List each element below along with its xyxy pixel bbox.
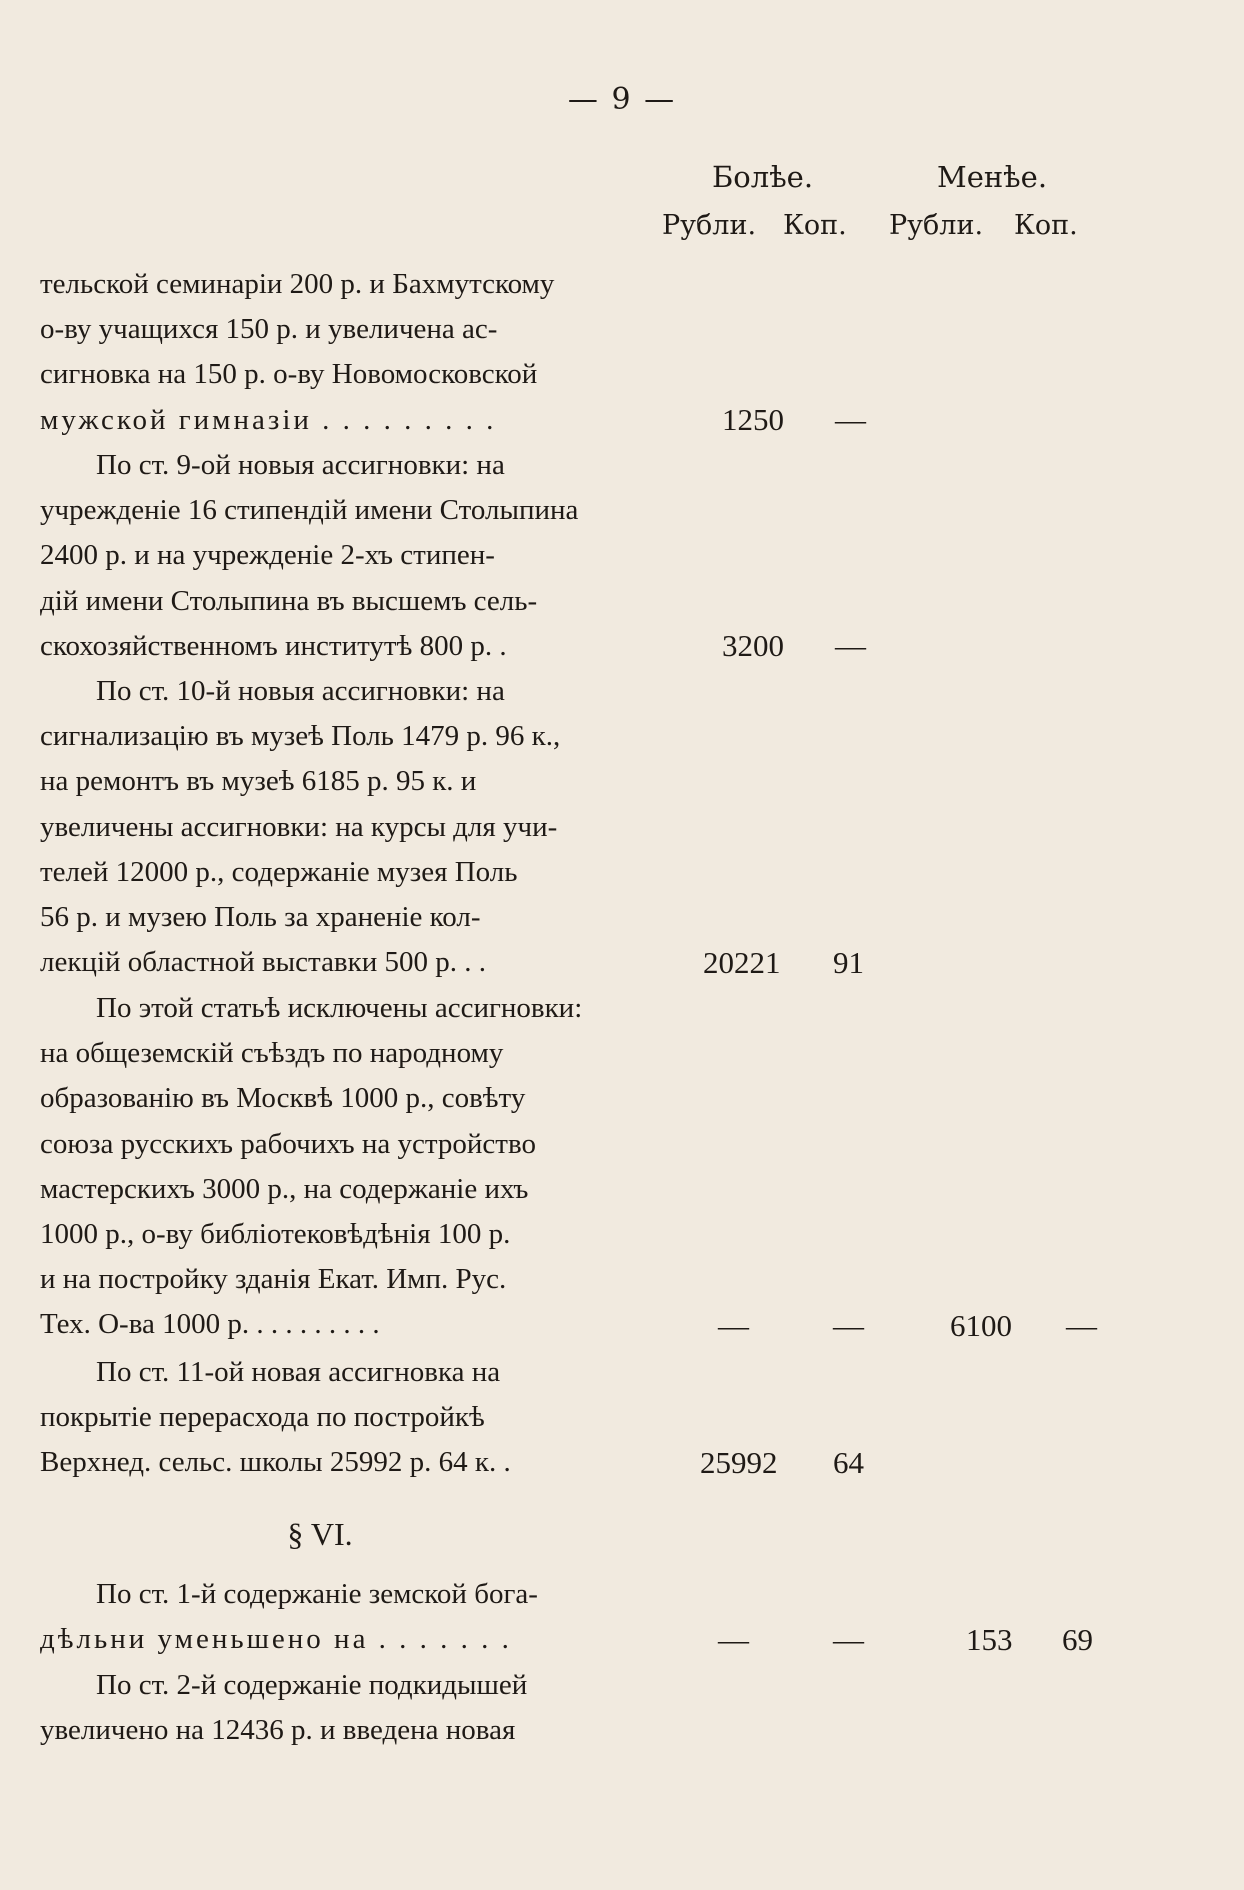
paragraph-1 (40, 262, 646, 443)
text-line: учрежденіе 16 стипендій имени Столыпина (40, 494, 579, 527)
page-number: — 9 — (567, 82, 677, 117)
text-line: По ст. 10-й новыя ассигновки: на (96, 675, 505, 707)
amount-more-kopecks: 91 (833, 945, 864, 980)
text-line: увеличено на 12436 р. и введена новая (40, 1714, 516, 1747)
text-line: и на постройку зданія Екат. Имп. Рус. (40, 1263, 507, 1296)
text-line: 1000 р., о-ву библіотековѣдѣнія 100 р. (40, 1217, 511, 1250)
column-subheader-less-kopecks: Коп. (1014, 210, 1078, 241)
text-line: 56 р. и музею Поль за храненіе кол- (40, 900, 481, 933)
paragraph-7 (40, 1663, 646, 1753)
amount-more-kopecks: — (833, 1622, 864, 1657)
text-line: увеличены ассигновки: на курсы для учи- (40, 810, 558, 843)
text-line: По ст. 9-ой новыя ассигновки: на (96, 449, 505, 481)
section-title: § VI. (287, 1516, 353, 1552)
text-line: Тех. О-ва 1000 р. . . . . . . . . . (40, 1308, 380, 1341)
text-line: тельской семинаріи 200 р. и Бахмутскому (40, 268, 555, 300)
column-subheader-less-rubles: Рубли. (889, 210, 984, 241)
amount-less-rubles: 6100 (950, 1308, 1012, 1343)
amount-less-kopecks: — (1066, 1308, 1097, 1343)
amount-more-kopecks: — (835, 628, 866, 663)
amount-less-rubles: 153 (966, 1622, 1013, 1657)
amount-more-kopecks: — (835, 402, 866, 437)
text-line: покрытіе перерасхода по постройкѣ (40, 1401, 485, 1434)
amount-more-rubles: 20221 (703, 945, 781, 980)
column-subheader-more-rubles: Рубли. (662, 210, 757, 241)
paragraph-5 (40, 1350, 646, 1486)
column-header-less: Менѣе. (937, 160, 1048, 194)
text-line: По ст. 1-й содержаніе земской бога- (96, 1578, 538, 1610)
amount-more-kopecks: 64 (833, 1445, 864, 1480)
text-line: По ст. 11-ой новая ассигновка на (96, 1356, 501, 1388)
paragraph-4 (40, 986, 646, 1348)
text-line: на общеземскій съѣздъ по народному (40, 1037, 504, 1070)
text-line: 2400 р. и на учрежденіе 2-хъ стипен- (40, 539, 495, 572)
paragraph-6 (40, 1572, 646, 1662)
amount-more-rubles: 3200 (722, 628, 784, 663)
text-line: По ст. 2-й содержаніе подкидышей (96, 1669, 528, 1701)
text-line: По этой статьѣ исключены ассигновки: (96, 992, 583, 1024)
paragraph-3 (40, 669, 646, 985)
text-line: дій имени Столыпина въ высшемъ сель- (40, 584, 538, 617)
amount-more-rubles: — (718, 1622, 749, 1657)
amount-less-kopecks: 69 (1062, 1622, 1093, 1657)
text-line: телей 12000 р., содержаніе музея Поль (40, 855, 518, 888)
text-line: лекцій областной выставки 500 р. . . (40, 946, 486, 979)
amount-more-rubles: 1250 (722, 402, 784, 437)
text-line: образованію въ Москвѣ 1000 р., совѣту (40, 1082, 526, 1115)
text-line: сигнализацію въ музеѣ Поль 1479 р. 96 к., (40, 720, 561, 753)
paragraph-2 (40, 443, 646, 669)
text-line: мужской гимназіи . . . . . . . . . (40, 403, 497, 436)
text-line: о-ву учащихся 150 р. и увеличена ас- (40, 313, 498, 346)
amount-more-kopecks: — (833, 1308, 864, 1343)
amount-more-rubles: 25992 (700, 1445, 778, 1480)
text-line: Верхнед. сельс. школы 25992 р. 64 к. . (40, 1446, 511, 1479)
text-line: сигновка на 150 р. о-ву Новомосковской (40, 358, 538, 391)
column-subheader-more-kopecks: Коп. (783, 210, 847, 241)
amount-more-rubles: — (718, 1308, 749, 1343)
text-line: скохозяйственномъ институтѣ 800 р. . (40, 629, 507, 662)
text-line: дѣльни уменьшено на . . . . . . . (40, 1623, 512, 1656)
text-line: союза русскихъ рабочихъ на устройство (40, 1127, 536, 1160)
text-line: на ремонтъ въ музеѣ 6185 р. 95 к. и (40, 765, 477, 798)
column-header-more: Болѣе. (712, 160, 814, 194)
text-line: мастерскихъ 3000 р., на содержаніе ихъ (40, 1172, 529, 1205)
